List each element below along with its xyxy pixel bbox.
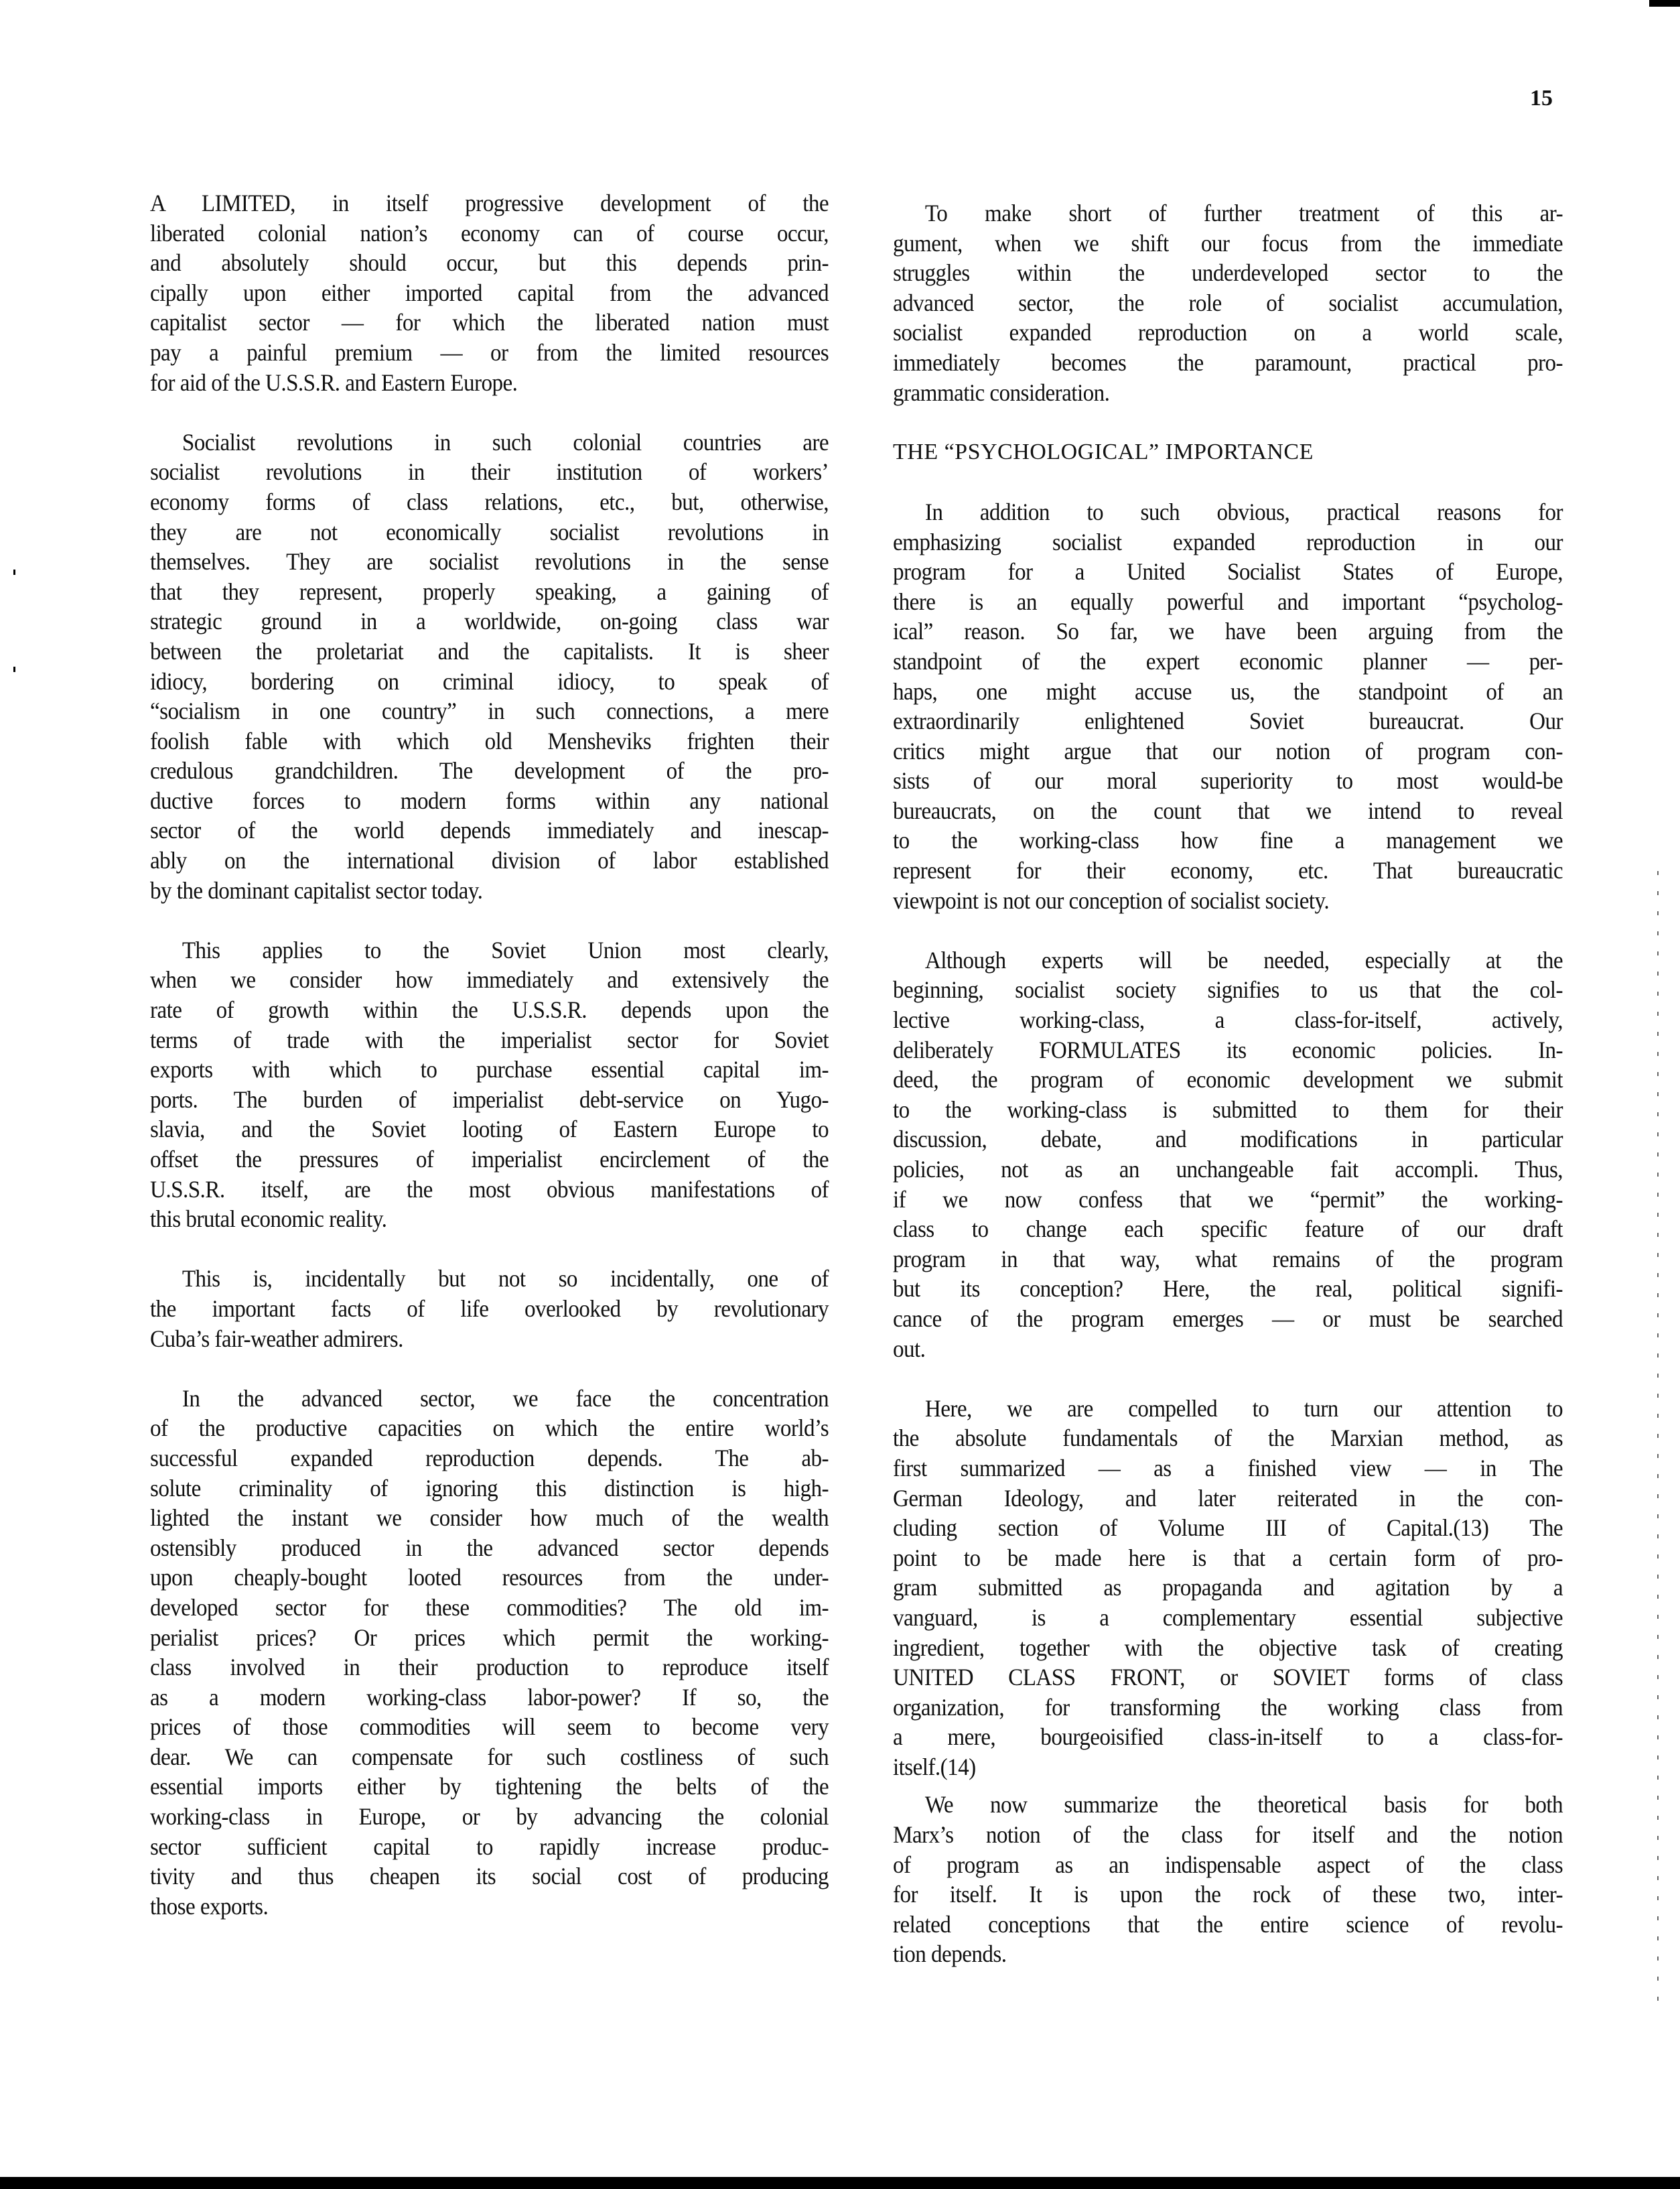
text-line: strategic ground in a worldwide, on-going class war bbox=[150, 608, 829, 635]
text-line: Marx’s notion of the class for itself and the notion bbox=[893, 1821, 1563, 1849]
text-line: bureaucrats, on the count that we intend to reveal bbox=[893, 797, 1563, 824]
paragraph-spacer bbox=[150, 905, 829, 935]
text-line: credulous grandchildren. The development of the pro- bbox=[150, 757, 829, 785]
page-number: 15 bbox=[1530, 86, 1553, 111]
paragraph-spacer bbox=[893, 915, 1563, 945]
text-line: of program as an indispensable aspect of the class bbox=[893, 1851, 1563, 1878]
text-line: upon cheaply-bought looted resources from the under- bbox=[150, 1564, 829, 1591]
text-line: sists of our moral superiority to most would-be bbox=[893, 767, 1563, 795]
text-line: program for a United Socialist States of Europe, bbox=[893, 558, 1563, 586]
text-line: struggles within the underdeveloped sector to the bbox=[893, 259, 1563, 287]
text-line: Although experts will be needed, especially at the bbox=[924, 946, 1563, 974]
text-line: socialist expanded reproduction on a world scale, bbox=[893, 319, 1563, 346]
text-line: extraordinarily enlightened Soviet bureaucrat. Our bbox=[893, 708, 1563, 735]
text-line: rate of growth within the U.S.S.R. depends upon the bbox=[150, 996, 829, 1024]
text-line: tion depends. bbox=[893, 1940, 1007, 1968]
text-line: We now summarize the theoretical basis for both bbox=[924, 1791, 1563, 1818]
scan-bottom-border bbox=[0, 2177, 1680, 2189]
paragraph-spacer bbox=[893, 1364, 1563, 1394]
text-line: for itself. It is upon the rock of these two, inter- bbox=[893, 1881, 1563, 1908]
text-line: critics might argue that our notion of program con- bbox=[893, 737, 1563, 765]
text-line: cance of the program emerges — or must be searched bbox=[893, 1305, 1563, 1332]
paragraph bbox=[893, 1394, 1563, 1782]
text-line: gument, when we shift our focus from the immediate bbox=[893, 229, 1563, 257]
text-line: when we consider how immediately and extensively the bbox=[150, 966, 829, 994]
paragraph bbox=[150, 1384, 829, 1922]
text-line: related conceptions that the entire science of revolu- bbox=[893, 1910, 1563, 1938]
scan-margin-mark bbox=[13, 667, 15, 672]
text-line: advanced sector, the role of socialist accumulation, bbox=[893, 289, 1563, 316]
paragraph bbox=[150, 935, 829, 1234]
text-line: vanguard, is a complementary essential subjective bbox=[893, 1603, 1563, 1631]
text-line: standpoint of the expert economic planner — per- bbox=[893, 647, 1563, 675]
text-line: point to be made here is that a certain form of pro- bbox=[893, 1544, 1563, 1571]
text-line: themselves. They are socialist revolutions in the sense bbox=[150, 548, 829, 576]
text-line: This is, incidentally but not so incidentally, one of bbox=[182, 1265, 829, 1292]
text-line: this brutal economic reality. bbox=[150, 1205, 387, 1233]
text-line: capitalist sector — for which the liberated nation must bbox=[150, 309, 829, 336]
text-line: a mere, bourgeoisified class-in-itself to a class-for- bbox=[893, 1723, 1563, 1751]
text-line: ostensibly produced in the advanced sector depends bbox=[150, 1534, 829, 1561]
scan-margin-mark bbox=[13, 570, 15, 575]
paragraph-spacer bbox=[150, 397, 829, 427]
text-line: German Ideology, and later reiterated in the con- bbox=[893, 1484, 1563, 1512]
text-line: between the proletariat and the capitalists. It is sheer bbox=[150, 637, 829, 665]
text-line: the important facts of life overlooked by revolutionary bbox=[150, 1295, 829, 1322]
text-line: Here, we are compelled to turn our attention to bbox=[924, 1394, 1563, 1422]
text-line: In the advanced sector, we face the concentration bbox=[182, 1384, 829, 1412]
text-line: itself.(14) bbox=[893, 1753, 976, 1780]
text-line: emphasizing socialist expanded reproduction in our bbox=[893, 528, 1563, 555]
paragraph bbox=[150, 427, 829, 906]
text-line: working-class in Europe, or by advancing the colonial bbox=[150, 1803, 829, 1831]
text-line: economy forms of class relations, etc., but, otherwise, bbox=[150, 488, 829, 515]
text-line: lective working-class, a class-for-itself, actively, bbox=[893, 1006, 1563, 1034]
text-line: discussion, debate, and modifications in particular bbox=[893, 1126, 1563, 1153]
text-line: slavia, and the Soviet looting of Eastern Europe to bbox=[150, 1116, 829, 1143]
text-line: by the dominant capitalist sector today. bbox=[150, 876, 483, 904]
text-line: to the working-class how fine a management we bbox=[893, 827, 1563, 854]
text-line: ably on the international division of labor established bbox=[150, 847, 829, 874]
text-line: developed sector for these commodities? The old im- bbox=[150, 1593, 829, 1621]
text-line: class to change each specific feature of our draft bbox=[893, 1215, 1563, 1243]
text-line: that they represent, properly speaking, a gaining of bbox=[150, 578, 829, 605]
text-line: solute criminality of ignoring this distinction is high- bbox=[150, 1474, 829, 1502]
text-line: gram submitted as propaganda and agitation by a bbox=[893, 1574, 1563, 1601]
text-line: sector of the world depends immediately and inescap- bbox=[150, 817, 829, 844]
text-line: In addition to such obvious, practical reasons for bbox=[924, 498, 1563, 525]
right-column bbox=[893, 198, 1563, 1969]
text-line: This applies to the Soviet Union most clearly, bbox=[182, 936, 829, 964]
text-line: the absolute fundamentals of the Marxian method, as bbox=[893, 1424, 1563, 1452]
scan-corner-mark bbox=[1649, 0, 1680, 7]
text-line: if we now confess that we “permit” the working- bbox=[893, 1185, 1563, 1213]
text-line: dear. We can compensate for such costliness of such bbox=[150, 1743, 829, 1770]
text-line: policies, not as an unchangeable fait accompli. Thus, bbox=[893, 1156, 1563, 1183]
paragraph bbox=[893, 1790, 1563, 1969]
text-line: class involved in their production to reproduce itself bbox=[150, 1654, 829, 1681]
paragraph bbox=[893, 945, 1563, 1364]
paragraph bbox=[150, 1264, 829, 1353]
paragraph-spacer bbox=[893, 1782, 1563, 1790]
text-line: socialist revolutions in their institution of workers’ bbox=[150, 458, 829, 486]
text-line: Cuba’s fair-weather admirers. bbox=[150, 1325, 403, 1352]
text-line: lighted the instant we consider how much of the wealth bbox=[150, 1504, 829, 1532]
text-line: ductive forces to modern forms within any national bbox=[150, 787, 829, 814]
text-line: and absolutely should occur, but this depends prin- bbox=[150, 249, 829, 277]
text-line: they are not economically socialist revolutions in bbox=[150, 518, 829, 545]
text-line: grammatic consideration. bbox=[893, 379, 1110, 406]
paragraph-spacer bbox=[150, 1234, 829, 1264]
text-line: To make short of further treatment of this ar- bbox=[924, 200, 1563, 226]
text-line: essential imports either by tightening the belts of the bbox=[150, 1773, 829, 1800]
text-line: liberated colonial nation’s economy can of course occur, bbox=[150, 219, 829, 247]
paragraph bbox=[893, 497, 1563, 915]
text-line: deed, the program of economic development we submit bbox=[893, 1066, 1563, 1093]
text-line: of the productive capacities on which the entire world’s bbox=[150, 1414, 829, 1442]
text-line: out. bbox=[893, 1335, 926, 1362]
text-line: idiocy, bordering on criminal idiocy, to speak of bbox=[150, 667, 829, 695]
text-line: UNITED CLASS FRONT, or SOVIET forms of class bbox=[893, 1664, 1563, 1691]
text-line: represent for their economy, etc. That bureaucratic bbox=[893, 857, 1563, 884]
paragraph-spacer bbox=[150, 1353, 829, 1384]
text-line: ingredient, together with the objective task of creating bbox=[893, 1634, 1563, 1661]
text-line: as a modern working-class labor-power? If so, the bbox=[150, 1683, 829, 1711]
text-line: pay a painful premium — or from the limited resources bbox=[150, 338, 829, 366]
text-line: A LIMITED, in itself progressive development of the bbox=[150, 190, 829, 216]
text-line: program in that way, what remains of the program bbox=[893, 1245, 1563, 1272]
section-heading: THE “PSYCHOLOGICAL” IMPORTANCE bbox=[893, 439, 1314, 464]
text-line: exports with which to purchase essential capital im- bbox=[150, 1056, 829, 1083]
paragraph-spacer bbox=[893, 467, 1563, 497]
text-line: ical” reason. So far, we have been arguing from the bbox=[893, 618, 1563, 645]
text-line: foolish fable with which old Mensheviks frighten their bbox=[150, 727, 829, 754]
scan-edge-line bbox=[1657, 871, 1659, 2010]
text-line: to the working-class is submitted to them for their bbox=[893, 1096, 1563, 1123]
text-line: Socialist revolutions in such colonial countries are bbox=[182, 428, 829, 456]
text-line: immediately becomes the paramount, practical pro- bbox=[893, 348, 1563, 376]
text-line: prices of those commodities will seem to become very bbox=[150, 1713, 829, 1741]
text-line: haps, one might accuse us, the standpoint of an bbox=[893, 677, 1563, 705]
text-line: deliberately FORMULATES its economic policies. In- bbox=[893, 1036, 1563, 1063]
left-column bbox=[150, 188, 829, 1921]
text-line: beginning, socialist society signifies to us that the col- bbox=[893, 976, 1563, 1004]
text-line: but its conception? Here, the real, political signifi- bbox=[893, 1275, 1563, 1303]
text-line: for aid of the U.S.S.R. and Eastern Europe. bbox=[150, 369, 518, 396]
paragraph bbox=[150, 188, 829, 397]
text-line: first summarized — as a finished view — in The bbox=[893, 1454, 1563, 1481]
text-line: cipally upon either imported capital from the advanced bbox=[150, 279, 829, 306]
text-line: there is an equally powerful and important “psycholog- bbox=[893, 588, 1563, 615]
text-line: those exports. bbox=[150, 1892, 269, 1920]
text-line: “socialism in one country” in such connections, a mere bbox=[150, 698, 829, 725]
text-line: sector sufficient capital to rapidly increase produc- bbox=[150, 1833, 829, 1860]
text-line: successful expanded reproduction depends. The ab- bbox=[150, 1444, 829, 1471]
text-line: terms of trade with the imperialist sector for Soviet bbox=[150, 1026, 829, 1053]
text-line: offset the pressures of imperialist encirclement of the bbox=[150, 1146, 829, 1173]
paragraph-spacer bbox=[893, 407, 1563, 438]
text-line: tivity and thus cheapen its social cost of producing bbox=[150, 1863, 829, 1890]
text-line: ports. The burden of imperialist debt-service on Yugo- bbox=[150, 1085, 829, 1113]
text-line: perialist prices? Or prices which permit the working- bbox=[150, 1623, 829, 1651]
text-line: U.S.S.R. itself, are the most obvious manifestations of bbox=[150, 1175, 829, 1203]
paragraph bbox=[893, 198, 1563, 407]
text-line: cluding section of Volume III of Capital.(13) The bbox=[893, 1514, 1563, 1542]
text-line: organization, for transforming the working class from bbox=[893, 1693, 1563, 1721]
text-line: viewpoint is not our conception of socialist society. bbox=[893, 886, 1330, 914]
